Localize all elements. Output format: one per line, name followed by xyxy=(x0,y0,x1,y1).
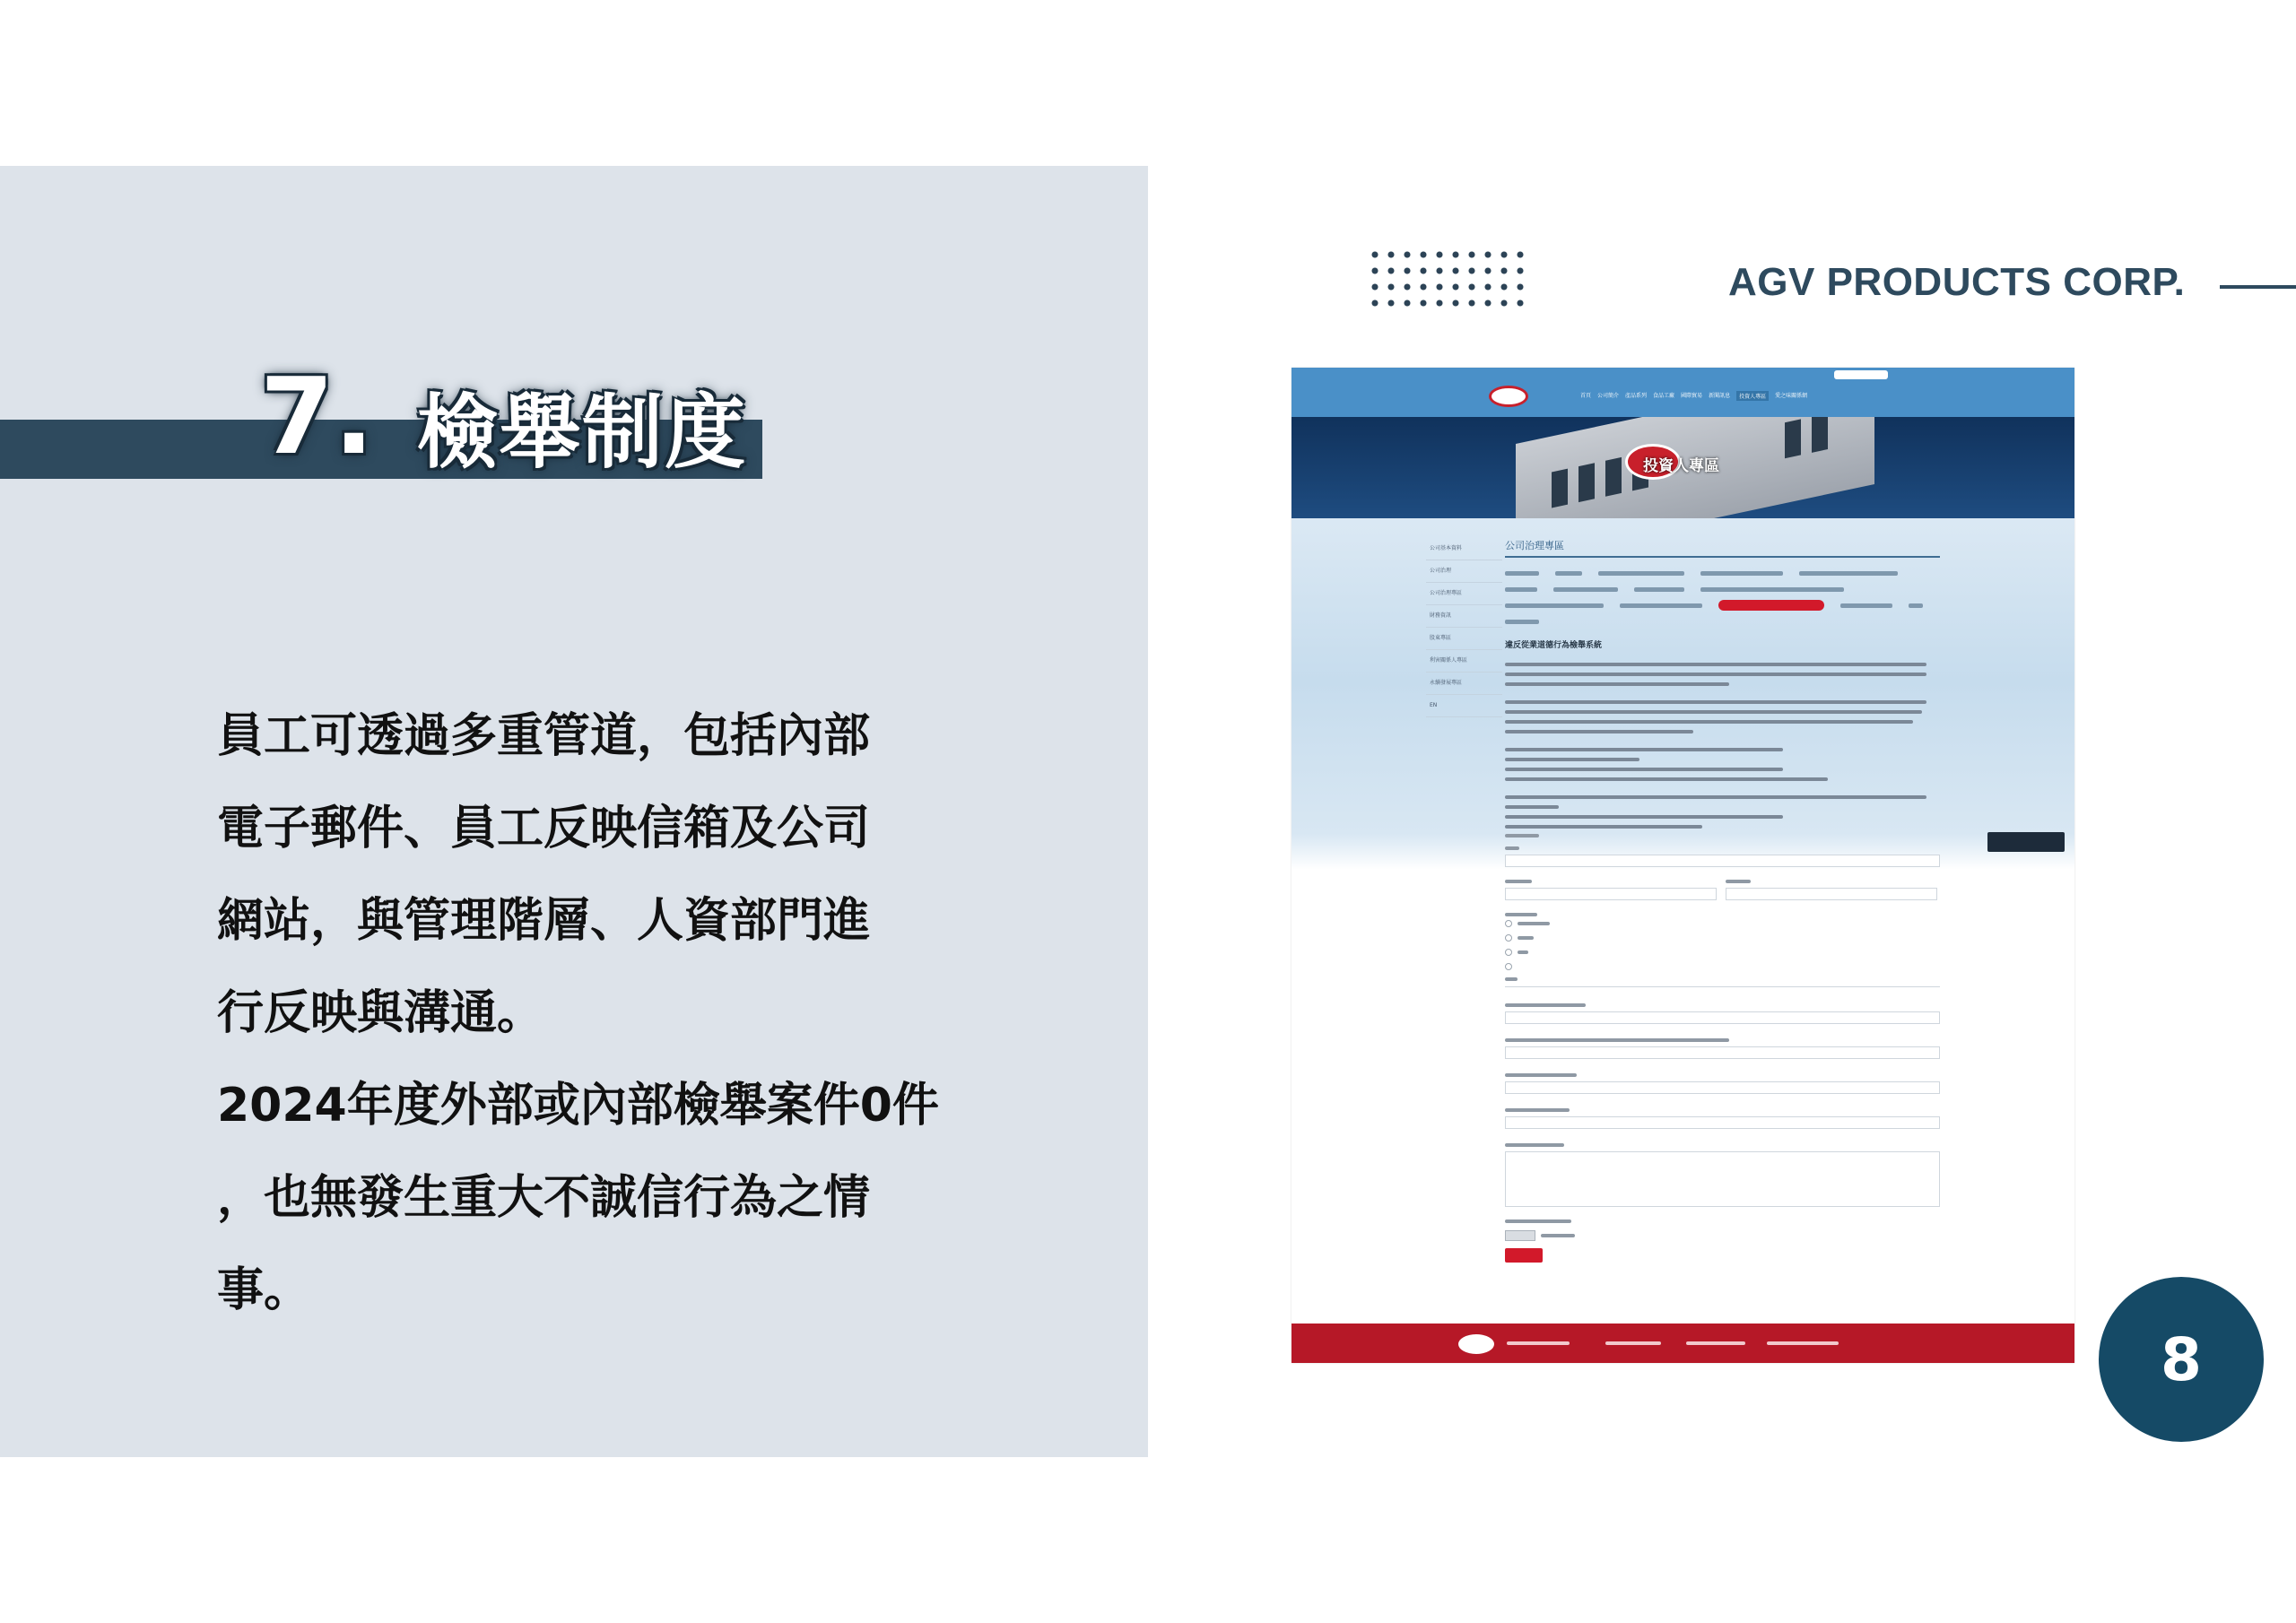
form-divider xyxy=(1505,986,1940,987)
link-row xyxy=(1505,613,1940,629)
form-label xyxy=(1505,1073,1577,1077)
section-number: 7. xyxy=(260,354,374,478)
footer-text xyxy=(1605,1341,1661,1345)
file-button xyxy=(1505,1230,1535,1241)
form-input xyxy=(1726,888,1937,900)
link-placeholder xyxy=(1700,571,1783,576)
link-row xyxy=(1505,597,1940,613)
site-nav-bar xyxy=(1292,368,2074,417)
sidebar-item: 利害關係人專區 xyxy=(1426,650,1502,673)
content-link-rows xyxy=(1505,565,1940,629)
site-menu-item: 首頁 xyxy=(1580,393,1592,399)
site-logo xyxy=(1489,386,1528,407)
form-input xyxy=(1505,1116,1940,1129)
link-row xyxy=(1505,581,1940,597)
link-placeholder xyxy=(1620,603,1702,608)
footer-text xyxy=(1507,1341,1570,1345)
form-label xyxy=(1726,880,1751,883)
form-radio xyxy=(1505,959,1940,974)
site-menu-item: 國際貿易 xyxy=(1681,393,1703,399)
radio-circle xyxy=(1505,949,1512,956)
form-row xyxy=(1505,880,1940,900)
form-input xyxy=(1505,1081,1940,1094)
body-line: 員工可透過多重管道，包括內部 xyxy=(217,709,871,763)
form-label xyxy=(1505,834,1539,838)
link-placeholder xyxy=(1700,587,1844,592)
form-label xyxy=(1505,1219,1571,1223)
site-content xyxy=(1505,538,1940,835)
site-menu-item: 公司簡介 xyxy=(1597,393,1620,399)
radio-circle xyxy=(1505,920,1512,927)
building-window xyxy=(1812,417,1828,453)
form-textarea xyxy=(1505,1151,1940,1207)
radio-label xyxy=(1518,922,1550,925)
link-placeholder xyxy=(1909,603,1923,608)
header-rule xyxy=(2220,285,2296,289)
form-radio xyxy=(1505,916,1940,931)
text-line xyxy=(1505,768,1783,771)
website-screenshot xyxy=(1292,368,2074,1363)
building-window xyxy=(1552,469,1568,508)
footer-text xyxy=(1686,1341,1745,1345)
body-line: 2024年度外部或內部檢舉案件0件 xyxy=(217,1079,939,1133)
company-name: AGV PRODUCTS CORP. xyxy=(1728,260,2186,304)
body-line: 事。 xyxy=(217,1263,311,1317)
form-input xyxy=(1505,855,1940,867)
footer-logo xyxy=(1458,1334,1494,1354)
form-input xyxy=(1505,888,1717,900)
building-window xyxy=(1785,419,1801,458)
site-menu-item-active: 投資人專區 xyxy=(1736,391,1769,401)
site-menu-item: 產品系列 xyxy=(1625,393,1648,399)
text-line xyxy=(1505,748,1783,751)
form-label xyxy=(1505,1143,1564,1147)
form-label xyxy=(1505,1003,1586,1007)
form-file-row xyxy=(1505,1230,1940,1241)
body-line: ，也無發生重大不誠信行為之情 xyxy=(217,1171,871,1225)
sidebar-item: 公司治理 xyxy=(1426,560,1502,583)
form-label xyxy=(1541,1234,1575,1237)
radio-circle xyxy=(1505,963,1512,970)
link-placeholder xyxy=(1505,571,1539,576)
form-label xyxy=(1505,880,1532,883)
site-sidebar xyxy=(1426,538,1502,717)
form-label xyxy=(1505,1108,1570,1112)
site-menu-item: 新聞訊息 xyxy=(1709,393,1731,399)
site-footer xyxy=(1292,1324,2074,1363)
site-menu-item: 食品工廠 xyxy=(1653,393,1675,399)
site-hero-banner xyxy=(1292,417,2074,518)
link-placeholder xyxy=(1505,603,1604,608)
text-line xyxy=(1505,777,1828,781)
radio-label xyxy=(1518,936,1534,940)
body-line: 網站，與管理階層、人資部門進 xyxy=(217,894,871,948)
form-label xyxy=(1505,1038,1729,1042)
site-search-box xyxy=(1834,370,1888,379)
radio-label xyxy=(1518,950,1528,954)
hero-title: 投資人專區 xyxy=(1643,457,1719,475)
sidebar-item: 公司基本資料 xyxy=(1426,538,1502,560)
radio-circle xyxy=(1505,934,1512,942)
site-menu xyxy=(1580,391,1807,401)
link-placeholder xyxy=(1799,571,1898,576)
link-placeholder xyxy=(1555,571,1582,576)
form-input xyxy=(1505,1011,1940,1024)
sidebar-item: 股東專區 xyxy=(1426,628,1502,650)
form-input xyxy=(1505,1046,1940,1059)
sidebar-item: 永續發展專區 xyxy=(1426,673,1502,695)
text-line xyxy=(1505,673,1926,676)
feedback-tab xyxy=(1987,832,2065,852)
text-line xyxy=(1505,795,1926,799)
form-col xyxy=(1726,880,1937,900)
sidebar-item: 財務資訊 xyxy=(1426,605,1502,628)
link-placeholder xyxy=(1598,571,1684,576)
text-line xyxy=(1505,805,1559,809)
decorative-dot-grid xyxy=(1367,247,1528,311)
text-line xyxy=(1505,682,1729,686)
link-placeholder xyxy=(1840,603,1892,608)
section-title: 檢舉制度 xyxy=(417,386,747,480)
form-label xyxy=(1505,977,1518,981)
text-line xyxy=(1505,720,1913,724)
body-line: 行反映與溝通。 xyxy=(217,986,544,1040)
body-line: 電子郵件、員工反映信箱及公司 xyxy=(217,802,871,855)
building-window xyxy=(1605,457,1622,497)
text-line xyxy=(1505,710,1922,714)
link-row xyxy=(1505,565,1940,581)
text-line xyxy=(1505,815,1783,819)
footer-text xyxy=(1767,1341,1839,1345)
link-placeholder xyxy=(1553,587,1618,592)
form-col xyxy=(1505,880,1717,900)
link-placeholder xyxy=(1505,620,1539,624)
text-line xyxy=(1505,663,1926,666)
building-window xyxy=(1578,463,1595,502)
content-paragraphs xyxy=(1505,663,1940,829)
sidebar-item: EN xyxy=(1426,695,1502,717)
text-line xyxy=(1505,730,1693,733)
content-heading: 公司治理專區 xyxy=(1505,538,1940,558)
link-placeholder xyxy=(1505,587,1537,592)
form-radio xyxy=(1505,945,1940,959)
text-line xyxy=(1505,758,1639,761)
site-menu-item: 愛之味關係網 xyxy=(1775,393,1808,399)
sidebar-item: 公司治理專區 xyxy=(1426,583,1502,605)
content-subheading: 違反從業道德行為檢舉系統 xyxy=(1505,641,1603,650)
body-text xyxy=(217,690,988,1337)
link-placeholder xyxy=(1634,587,1684,592)
form-submit xyxy=(1505,1248,1543,1263)
link-placeholder-highlighted xyxy=(1718,600,1824,611)
form-radio xyxy=(1505,931,1940,945)
text-line xyxy=(1505,700,1926,704)
report-form xyxy=(1505,823,1940,1263)
form-label xyxy=(1505,846,1519,850)
page-number-badge: 8 xyxy=(2099,1277,2264,1442)
